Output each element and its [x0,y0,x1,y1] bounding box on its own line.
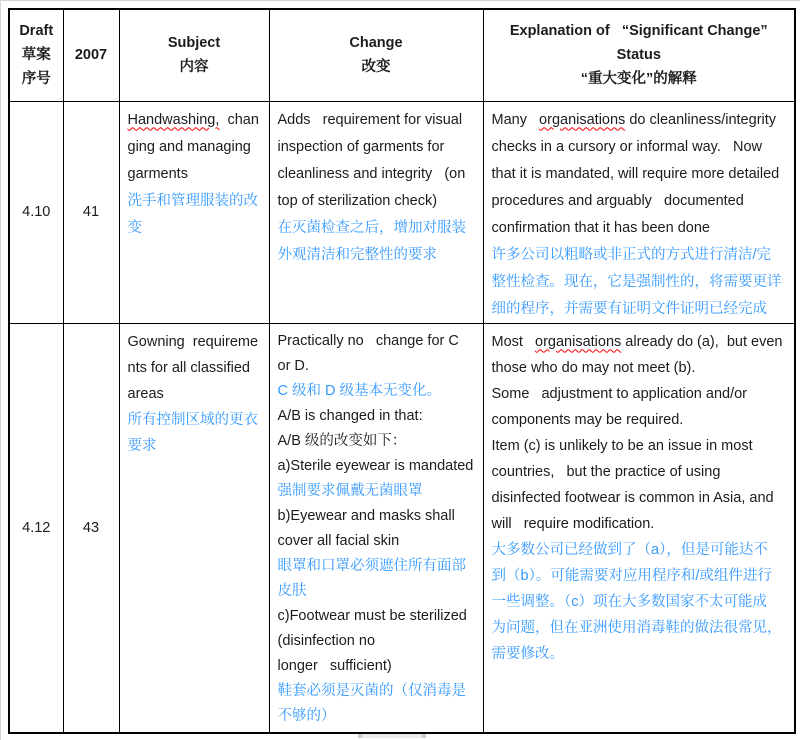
text-line [278,454,478,479]
text-line [278,188,478,215]
text-line [278,429,478,454]
text-line [492,381,790,407]
text-segment: Many [491,111,540,128]
text-line [270,31,483,55]
chinese-translation-text: 到（b）。可能需要对应用程序和/或组件进行 [491,567,772,584]
text-line [278,134,478,161]
text-line [492,188,790,215]
text-segment: Explanation of “Significant Change” [509,23,768,40]
header-draft [9,9,63,101]
text-segment: countries, but the practice of using [491,463,721,480]
text-segment: A/B is changed in that: [277,407,423,424]
text-segment: Subject [167,35,221,52]
text-segment: b)Eyewear and masks shall [277,507,455,524]
text-line [278,679,478,704]
chinese-translation-text: 所有控制区域的更衣 [127,411,258,428]
text-line [128,161,264,188]
text-segment: cover all facial skin [277,532,400,549]
text-segment: 改变 [361,59,391,76]
chinese-translation-text: 鞋套必须是灭菌的（仅消毒是 [277,682,466,699]
text-line [492,107,790,134]
text-line [128,329,264,355]
text-segment: 序号 [21,71,51,88]
header-subject [119,9,269,101]
text-line [492,215,790,242]
text-segment: checks in a cursory or informal way. Now [491,138,762,155]
text-line [128,355,264,381]
text-line [278,629,478,654]
spellcheck-flagged-text: organisations [535,333,622,350]
text-line [492,134,790,161]
text-line [278,329,478,354]
text-line [10,19,63,43]
chinese-translation-text: 大多数公司已经做到了（a），但是可能达不 [491,541,768,558]
text-line [278,579,478,604]
text-segment: 草案 [21,47,51,64]
text-line [278,379,478,404]
header-2007 [63,9,119,101]
text-line [270,55,483,79]
text-line [10,43,63,67]
text-segment: Adds requirement for visual [277,111,463,128]
text-line [492,329,790,355]
chinese-translation-text: 整性检查。现在，它是强制性的，将需要更详 [491,273,782,290]
chinese-translation-text: 需要修改。 [491,645,564,662]
text-line [492,563,790,589]
cell-subject [119,323,269,733]
text-line [278,479,478,504]
chinese-translation-text: 一些调整。（c）项在大多数国家不太可能成 [491,593,767,610]
text-line [128,107,264,134]
text-line [128,381,264,407]
chinese-translation-text: 眼罩和口罩必须遮住所有面部 [277,557,466,574]
cell-draft-number: 4.12 [9,323,63,733]
text-line [128,134,264,161]
table-header-row [9,9,795,101]
text-segment: those who do may not meet (b). [491,359,696,376]
chinese-translation-text: C 级和 D 级基本无变化。 [277,382,442,399]
text-segment: Gowning requireme [127,333,259,350]
text-segment: Some adjustment to application and/or [491,385,748,402]
spellcheck-flagged-text: organisations [539,111,626,128]
cell-2007-number: 43 [63,323,119,733]
text-line [492,269,790,296]
text-line [278,504,478,529]
text-segment: chan [219,111,259,128]
text-segment: Most [491,333,536,350]
text-segment: Draft [19,23,54,40]
text-line [120,31,269,55]
chinese-translation-text: 要求 [127,437,157,454]
text-line [492,459,790,485]
text-segment: (disinfection no [277,632,376,649]
text-segment: A/B 级的改变如下： [277,432,407,449]
page-edge-top [0,0,800,1]
text-line [492,615,790,641]
text-segment: nts for all classified [127,359,250,376]
spellcheck-flagged-text: Handwashing, [127,111,220,128]
text-line [492,407,790,433]
text-line [278,354,478,379]
table-row-4-12 [9,323,795,733]
text-line [492,485,790,511]
text-line [128,215,264,242]
text-segment: a)Sterile eyewear is mandated [277,457,474,474]
text-line [278,529,478,554]
text-line [278,215,478,242]
text-line [278,161,478,188]
text-segment: inspection of garments for [277,138,445,155]
text-line [492,296,790,323]
text-line [492,433,790,459]
chinese-translation-text: 外观清洁和完整性的要求 [277,246,437,263]
text-line [492,242,790,269]
text-segment: Change [349,35,403,52]
text-segment: Practically no change for C [277,332,459,349]
cell-change [269,323,483,733]
text-segment: already do (a), but even [621,333,783,350]
chinese-translation-text: 洗手和管理服装的改 [127,192,258,209]
cell-explanation [483,323,795,733]
text-line [128,407,264,433]
text-line [128,188,264,215]
text-segment: procedures and arguably documented [491,192,744,209]
chinese-translation-text: 不够的） [277,707,336,724]
cell-subject [119,101,269,323]
cell-2007-number: 41 [63,101,119,323]
text-line [278,704,478,729]
text-line [278,654,478,679]
text-segment: 内容 [179,59,209,76]
text-line [10,67,63,91]
cell-draft-number: 4.10 [9,101,63,323]
text-segment: or D. [277,357,309,374]
header-change [269,9,483,101]
table-row-4-10 [9,101,795,323]
text-line [492,641,790,667]
chinese-translation-text: 在灭菌检查之后，增加对服装 [277,219,466,236]
text-line [128,433,264,459]
cell-explanation [483,101,795,323]
text-segment: ging and managing [127,138,251,155]
text-segment: longer sufficient) [277,657,392,674]
text-segment: top of sterilization check) [277,192,438,209]
chinese-translation-text: 变 [127,219,142,236]
page-artifact [358,734,426,738]
chinese-translation-text: 皮肤 [277,582,307,599]
chinese-translation-text: 细的程序，并需要有证明文件证明已经完成 [491,300,767,317]
header-2007-label: 2007 [74,47,108,64]
comparison-table [8,8,796,734]
text-segment: do cleanliness/integrity [625,111,777,128]
page-edge-left [0,0,1,740]
text-segment: c)Footwear must be sterilized [277,607,467,624]
text-line [492,589,790,615]
text-segment: components may be required. [491,411,684,428]
text-line [278,554,478,579]
text-segment: that it is mandated, will require more detailed [491,165,780,182]
text-segment: cleanliness and integrity (on [277,165,466,182]
text-segment: confirmation that it has been done [491,219,710,236]
chinese-translation-text: 强制要求佩戴无菌眼罩 [277,482,423,499]
text-segment: Status [616,47,661,64]
text-segment: areas [127,385,164,402]
chinese-translation-text: 许多公司以粗略或非正式的方式进行清洁/完 [491,246,772,263]
text-line [492,355,790,381]
text-line [278,604,478,629]
text-line [278,107,478,134]
text-line [278,404,478,429]
text-segment: “重大变化”的解释 [580,71,697,88]
text-line [278,242,478,269]
text-segment: will require modification. [491,515,655,532]
chinese-translation-text: 为问题，但在亚洲使用消毒鞋的做法很常见， [491,619,782,636]
header-explanation [483,9,795,101]
text-line [120,55,269,79]
text-line [484,67,795,91]
text-line [492,537,790,563]
text-line [484,43,795,67]
cell-change [269,101,483,323]
text-segment: garments [127,165,188,182]
text-line [492,511,790,537]
text-line [484,19,795,43]
text-segment: disinfected footwear is common in Asia, and [491,489,774,506]
text-line [492,161,790,188]
text-segment: Item (c) is unlikely to be an issue in most [491,437,753,454]
